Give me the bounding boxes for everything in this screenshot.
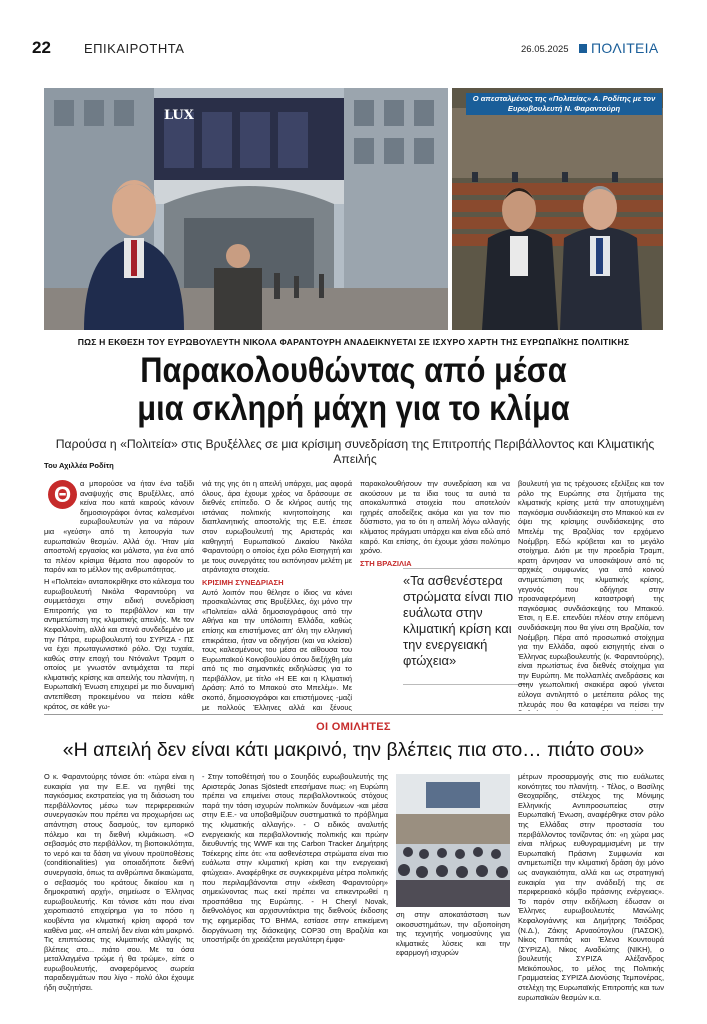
col2-para-1: νιά της γης ότι η απειλή υπάρχει, μας αφορά όλους, άρα έχουμε χρέος να δράσουμε σε διεθνές επίπεδο. Ο δε κλήρος αυτής της ιστάνιας πολιτικής κινητοποίησης και διαπλανητικής αποστολής της Ε.Ε. έπεσε στον ευρωβουλευτή της Αριστεράς και καθηγητή Ευρωπαϊκού Δικαίου Νικόλα Φαραντούρη ο οποίος έχει ρόλο Εισηγητή και με τους συνεργάτες του εκπόνησαν μελέτη με ατράνταχτα στοιχεία. — [202, 479, 352, 575]
section-speakers-title: ΟΙ ΟΜΙΛΗΤΕΣ — [316, 721, 391, 733]
speakers-column-4: μέτρων προσαρμογής στις πιο ευάλωτες κοινότητες του πλανήτη. - Τέλος, ο Βασίλης Θεοχαρίδης, στέλεχος της Μόνιμης Ελληνικής Αντιπροσωπείας στην Ευρωπαϊκή Ένωση, αναφέρθηκε στον ρόλο της Ελλάδας στην προστασία του περιβάλλοντος τονίζοντας ότι: «η χώρα μας είναι πλήρως ευθυγραμμισμένη με την Ευρωπαϊκή Πράσινη Συμφωνία και αντιμετωπίζει την κλιματική δράση όχι μόνο ως αναγκαιότητα, αλλά και ως στρατηγική ευκαιρία για την ανάδειξή της σε περιφερειακό κόμβο πράσινης ενέργειας». Το παρόν στην εκδήλωση έδωσαν οι Έλληνες ευρωβουλευτές Μανώλης Κεφαλογιάννης και Δημήτρης Τσιόδρας (Ν.Δ.), Ζάκης Αρναούτογλου (ΠΑΣΟΚ), Νίκος Παππάς και Έλενα Κουντουρά (ΣΥΡΙΖΑ), Νίκος Αναδιώτης (ΝΙΚΗ), ο βουλευτής ΣΥΡΙΖΑ Αλέξανδρος Μεϊκόπουλος, το μέλος της Πολιτικής Γραμματείας ΣΥΡΙΖΑ Διονύσης Τεμπονέρας, στελέχη της Ευρωπαϊκής Επιτροπής και των ευρωπαϊκών θεσμών κ.α. — [518, 772, 664, 1002]
subheading-brazil: ΣΤΗ ΒΡΑΖΙΛΙΑ — [360, 558, 412, 568]
issue-date: 26.05.2025 — [521, 44, 569, 55]
speakers-quote: «Η απειλή δεν είναι κάτι μακρινό, την βλέπεις πια στο… πιάτο σου» — [62, 739, 645, 761]
article-column-2 — [202, 479, 352, 711]
pull-quote: «Τα ασθενέστερα στρώματα είναι πιο ευάλωτα στην κλιματική κρίση και την ενεργειακή φτώχεια» — [403, 573, 514, 668]
page-number: 22 — [32, 38, 51, 57]
pull-quote-rule-top — [403, 568, 529, 569]
photo-conference-room — [396, 774, 510, 907]
photo-parliament-building — [44, 88, 448, 330]
lux-banner-text: LUX — [164, 108, 194, 123]
subheadline: Παρούσα η «Πολιτεία» στις Βρυξέλλες σε μια κρίσιμη συνεδρίαση της Επιτροπής Περιβάλλοντος και Κλιματικής Απειλής — [55, 437, 655, 466]
brand-square — [579, 44, 587, 53]
speakers-column-2: - Στην τοποθέτησή του ο Σουηδός ευρωβουλευτής της Αριστεράς Jonas Sjöstedt επεσήμανε πως: «η Ευρώπη πρέπει να επιμείνει στους περιβαλλοντικούς στόχους παρά την τάση ισχυρών πολιτικών δυνάμεων -και μέσα στην Ε.Ε.- να υποβαθμίζουν συστηματικά το πρόβλημα της κλιματικής αλλαγής». - Ο ειδικός αναλυτής ενεργειακής και περιβαλλοντικής πολιτικής και πρώην διευθυντής της WWF και της Carbon Tracker Δημήτρης Τσέκερης είπε ότι: «τα ασθενέστερα στρώματα είναι πιο ευάλωτα στην κλιματική κρίση και την ενεργειακή φτώχεια». Αναφέρθηκε σε συγκεκριμένα μέτρα πολιτικής που περιλαμβάνονται στην «έκθεση Φαραντούρη» σημειώνοντας πως εκεί πρέπει να επικεντρωθεί η προσπάθεια της Ευρώπης. - Η Cheryl Novak, διεθνολόγος και αρχισυντάκτρια της διεθνούς έκδοσης της εφημερίδας ΤΟ ΒΗΜΑ, εστίασε στην επικείμενη διοργάνωση της διάσκεψης COP30 στη Βραζιλία και υποστήριξε ότι χρειάζεται μεγαλύτερη έμφα- — [202, 772, 388, 945]
col2-para-2: Αυτό λοιπόν που θέλησε ο ίδιος να κάνει προσκαλώντας στις Βρυξέλλες, όχι μόνο την «Πολιτεία» αλλά δημοσιογράφους από την Αθήνα και την υπόλοιπη Ελλάδα, καθώς επίσης και επιστήμονες απ' όλη την ελληνική επικράτεια, ήταν να οδηγήσει (και να κλείσει) τους καλεσμένους του μέσα σε αίθουσα του Ευρωπαϊκού Κοινοβουλίου όπου διεξήχθη μία από τις πιο σημαντικές εκδηλώσεις για το περιβάλλον, με τίτλο «Η ΕΕ και η Κλιματική Δράση: Από το Μπακού στο Μπελέμ». Με σκοπό, δημοσιογράφοι και επιστήμονες -μαζί με πολλούς Έλληνες αλλά και ξένους — [202, 587, 352, 711]
drop-cap: Θ — [48, 480, 77, 509]
col3-para-1: παρακολουθήσουν την συνεδρίαση και να ακούσουν με τα ίδια τους τα αυτιά τα αποκαλυπτικά στοιχεία που αποτελούν ηχηρές αποδείξεις ακόμα και για τον πιο δύσπιστο, για το ότι η απειλή λόγω αλλαγής κλίματος πράγματι υπάρχει και είναι εδώ από καιρό. Και επίσης, ότι έχουμε χάσει πολύτιμο χρόνο. — [360, 479, 510, 556]
article-column-1 — [44, 479, 194, 711]
speakers-column-1: Ο κ. Φαραντούρης τόνισε ότι: «τώρα είναι η ευκαιρία για την Ε.Ε. να ηγηθεί της παγκόσμιας εκστρατείας για τη διάσωση του περιβάλλοντος μέσω των περιφερειακών συνεργασιών που πρέπει να προχωρήσει ως απάντηση στους δασμούς, τον εμπορικό πόλεμο και τη διεθνή κλιμάκωση. «Ο σεβασμός στο περιβάλλον, τη βιοποικιλότητα, το νερό και τα δάση να γίνουν προϋποθέσεις (conditionalities) για οποιαδήποτε διεθνή συνεργασία, όπως τα ανθρώπινα δικαιώματα, ο σεβασμός του κράτους δικαίου και η δημοκρατική αρχή», σημείωσε ο Έλληνας ευρωβουλευτής. Και τόνισε κάτι που είναι χειροπιαστό επιχείρημα για το πόσο η κουβέντα για κλιματική κρίση αφορά τον καθένα μας. «Η απειλή δεν είναι κάτι μακρινό. Τις επιπτώσεις της κλιματικής αλλαγής τις βλέπεις στο... πιάτο σου. Με τα όσα μεταλλαγμένα τρώμε ή θα τρώμε», είπε ο ευρωβουλευτής, αναφερόμενος σωρεία παραδειγμάτων που λίγο - πολύ όλοι έχουμε ήδη συζητήσει. — [44, 772, 194, 993]
col1-para-2: Η «Πολιτεία» ανταποκρίθηκε στο κάλεσμα του ευρωβουλευτή Νικόλα Φαραντούρη να συμμετάσχει στην ειδική συνεδρίαση Επιτροπής για το περιβάλλον και την αντιμετώπιση της κλιματικής απειλής. Με τον Κεφαλλονίτη, αλλά και στενά συνδεδεμένο με την Πάτρα, ευρωβουλευτή του ΣΥΡΙΖΑ - ΠΣ να έχει πρωταγωνιστικό ρόλο. Όχι τυχαία, καθώς στην εποχή του Ντόναλντ Τραμπ ο οποίος με γνωστόν αντιμάχεται τα περί κλιματικής κρίσης και απειλής του πλανήτη, η Ευρωπαϊκή Ένωση επιχειρεί με πιο δυναμική αντεπίθεση προκειμένου να πείσει κάθε κράτος, σε κάθε γω- — [44, 576, 194, 711]
photo-plenary-two-men — [452, 88, 663, 330]
article-column-4: βουλευτή για τις τρέχουσες εξελίξεις και τον ρόλο της Ευρώπης στα ζητήματα της κλιματικής κρίσης μετά την αποτυχημένη παγκόσμια συνδιάσκεψη στο Μπακού και εν όψει της κρίσιμης συνδιάσκεψης στο Μπελέμ της Βραζιλίας τον ερχόμενο Νοέμβρη. Εδώ κρύβεται και το μεγάλο στοίχημα. Διότι με την προεδρία Τραμπ, κρατη άρνησαν να υποσκάψουν από τις αρχικές συμφωνίες για από κοινού αντιμετώπιση της κλιματικής κρίσης, γεγονός που οδήγησε στην προαναφερόμενη καταστροφή της παγκόσμιας συνδιάσκεψης του Μπακού. Έτσι, η Ε.Ε. επενδύει πλέον στην επόμενη συνδιάσκεψη που θα γίνει στη Βραζιλία, τον Νοέμβρη. Πέρα από προσωπικό στοίχημα για την Ελλάδα, αφού εισηγητής είναι ο Έλληνας ευρωβουλευτής (κ. Φαραντούρης), είναι πρωτίστως ένα διεθνές στοίχημα για την Ευρώπη. Με πολλαπλές ανεδράσεις και στην γεωπολιτική σκακιέρα αφού γίνεται εύλογα αντιληπτό ο μετέπειτα ρόλος της πλευράς που θα καταφέρει να πείσει την — [518, 479, 664, 709]
dropcap-space — [44, 479, 80, 519]
section-divider — [44, 714, 663, 715]
headline-line-1: Παρακολουθώντας από μέσα — [140, 351, 567, 390]
byline: Του Αχιλλέα Ροδίτη — [44, 461, 114, 470]
photo-caption: Ο απεσταλμένος της «Πολιτείας» Α. Ροδίτης με τον Ευρωβουλευτή Ν. Φαραντούρη — [466, 93, 662, 115]
speakers-column-3: ση στην αποκατάσταση των οικοσυστημάτων, την αξιοποίηση της τεχνητής νοημοσύνης για κλιματικές λύσεις και την εφαρμογή ισχυρών — [396, 910, 510, 958]
kicker: ΠΩΣ Η ΕΚΘΕΣΗ ΤΟΥ ΕΥΡΩΒΟΥΛΕΥΤΗ ΝΙΚΟΛΑ ΦΑΡΑΝΤΟΥΡΗ ΑΝΑΔΕΙΚΝΥΕΤΑΙ ΣΕ ΙΣΧΥΡΟ ΧΑΡΤΗ ΤΗΣ ΕΥΡΩΠΑΪΚΗΣ ΠΟΛΙΤΙΚΗΣ — [77, 337, 630, 347]
col1-para-1: α μπορούσε να ήταν ένα ταξίδι αναψυχής στις Βρυξέλλες, από κείνα που κατά καιρούς κάνουν δημοσιογράφοι όντας καλεσμένοι ευρωβουλευτών για να πάρουν μια «γεύση» από τη λειτουργία των ευρωπαϊκών θεσμών. Αλλά όχι. Ήταν μία αποστολή εργασίας και μάλιστα, για ένα από τα πλέον κρίσιμα θέματα που αφορούν το παρόν και το μέλλον της ανθρωπότητας. — [44, 479, 194, 575]
headline — [81, 352, 626, 428]
pull-quote-rule-bottom — [403, 684, 529, 685]
section-name: ΕΠΙΚΑΙΡΟΤΗΤΑ — [84, 41, 185, 56]
subheading-critical-session: ΚΡΙΣΙΜΗ ΣΥΝΕΔΡΙΑΣΗ — [202, 577, 284, 587]
headline-line-2: μια σκληρή μάχη για το κλίμα — [137, 389, 570, 428]
article-column-3 — [360, 479, 510, 569]
brand-name: ΠΟΛΙΤΕΙΑ — [591, 40, 659, 56]
